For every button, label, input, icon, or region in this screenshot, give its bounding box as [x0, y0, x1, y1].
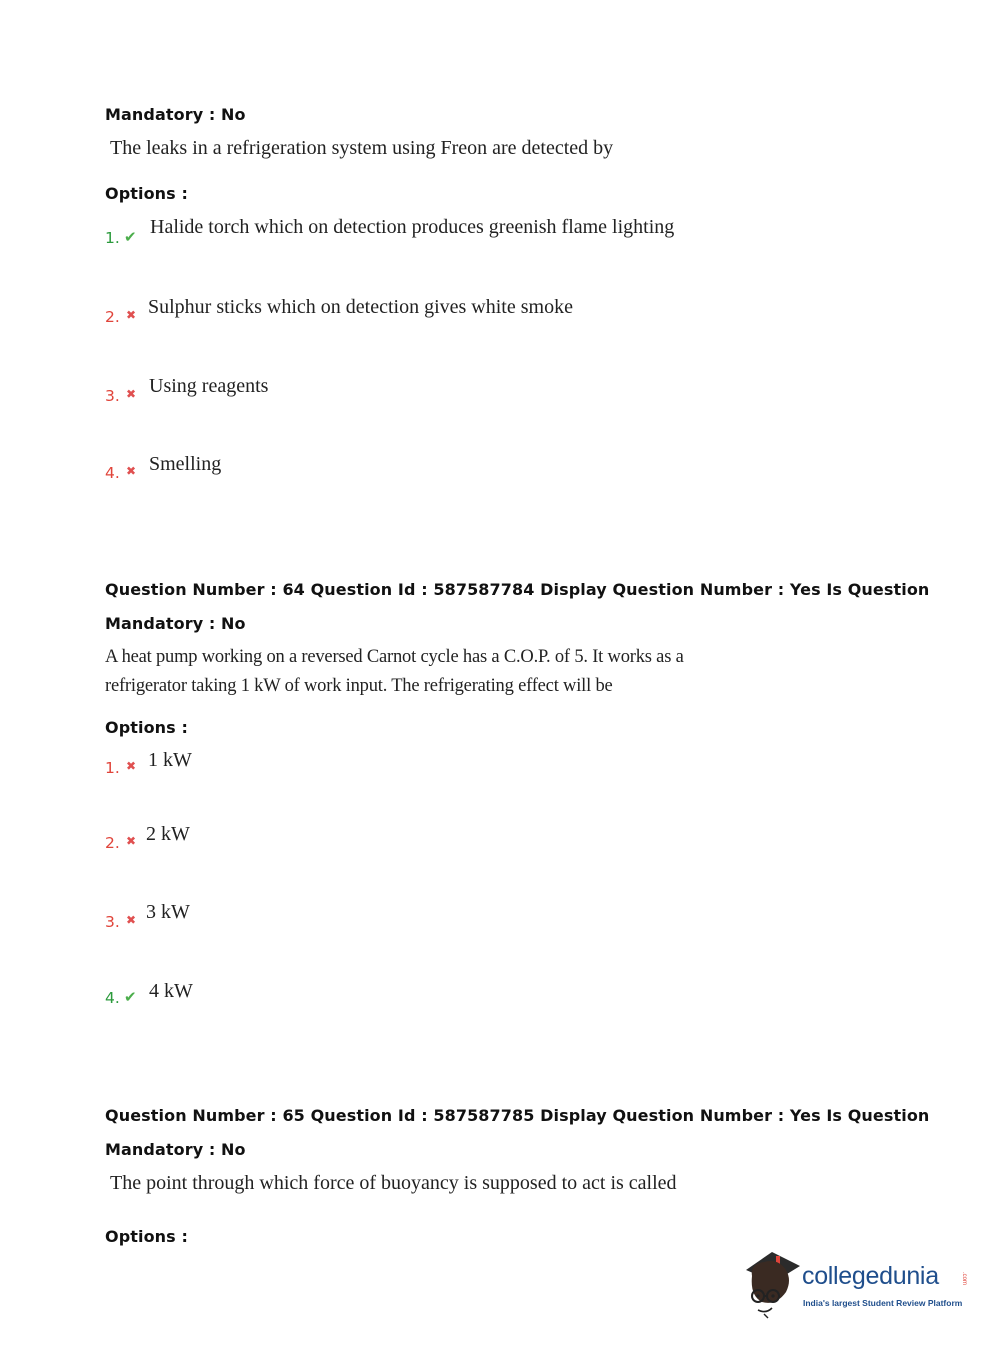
option-text: Halide torch which on detection produces greenish flame lighting — [150, 216, 675, 238]
q64-options-label: Options : — [105, 718, 188, 737]
option-number: 1. — [105, 229, 120, 247]
option-number: 4. — [105, 464, 120, 482]
option-number: 2. — [105, 308, 120, 326]
option-number: 4. — [105, 989, 120, 1007]
collegedunia-logo — [742, 1250, 972, 1320]
q64-question-line-1: A heat pump working on a reversed Carnot cycle has a C.O.P. of 5. It works as a — [105, 647, 684, 667]
option-text: 4 kW — [149, 980, 193, 1002]
option-text: Using reagents — [149, 375, 269, 397]
mascot-icon — [742, 1250, 804, 1320]
q63-options-label: Options : — [105, 184, 188, 203]
option-text: 3 kW — [146, 901, 190, 923]
cross-icon: ✖ — [126, 308, 137, 322]
q64-header: Question Number : 64 Question Id : 587587784 Display Question Number : Yes Is Question — [105, 580, 930, 599]
option-text: 1 kW — [148, 749, 192, 771]
q63-mandatory: Mandatory : No — [105, 105, 246, 124]
q63-question: The leaks in a refrigeration system using Freon are detected by — [110, 137, 614, 159]
check-icon: ✔ — [124, 228, 137, 246]
option-text: 2 kW — [146, 823, 190, 845]
check-icon: ✔ — [124, 988, 137, 1006]
q65-options-label: Options : — [105, 1227, 188, 1246]
option-text: Smelling — [149, 453, 222, 475]
logo-tagline: India's largest Student Review Platform — [803, 1298, 963, 1308]
option-text: Sulphur sticks which on detection gives white smoke — [148, 296, 573, 318]
logo-com: .com — [961, 1272, 967, 1286]
cross-icon: ✖ — [126, 834, 137, 848]
option-number: 1. — [105, 759, 120, 777]
q65-header: Question Number : 65 Question Id : 587587785 Display Question Number : Yes Is Question — [105, 1106, 930, 1125]
option-number: 3. — [105, 913, 120, 931]
q64-question-line-2: refrigerator taking 1 kW of work input. The refrigerating effect will be — [105, 676, 613, 696]
cross-icon: ✖ — [126, 387, 137, 401]
q65-mandatory: Mandatory : No — [105, 1140, 246, 1159]
cross-icon: ✖ — [126, 464, 137, 478]
option-number: 3. — [105, 387, 120, 405]
q65-question: The point through which force of buoyancy is supposed to act is called — [110, 1172, 677, 1194]
cross-icon: ✖ — [126, 913, 137, 927]
option-number: 2. — [105, 834, 120, 852]
q64-mandatory: Mandatory : No — [105, 614, 246, 633]
logo-wordmark: collegedunia — [802, 1262, 939, 1290]
cross-icon: ✖ — [126, 759, 137, 773]
